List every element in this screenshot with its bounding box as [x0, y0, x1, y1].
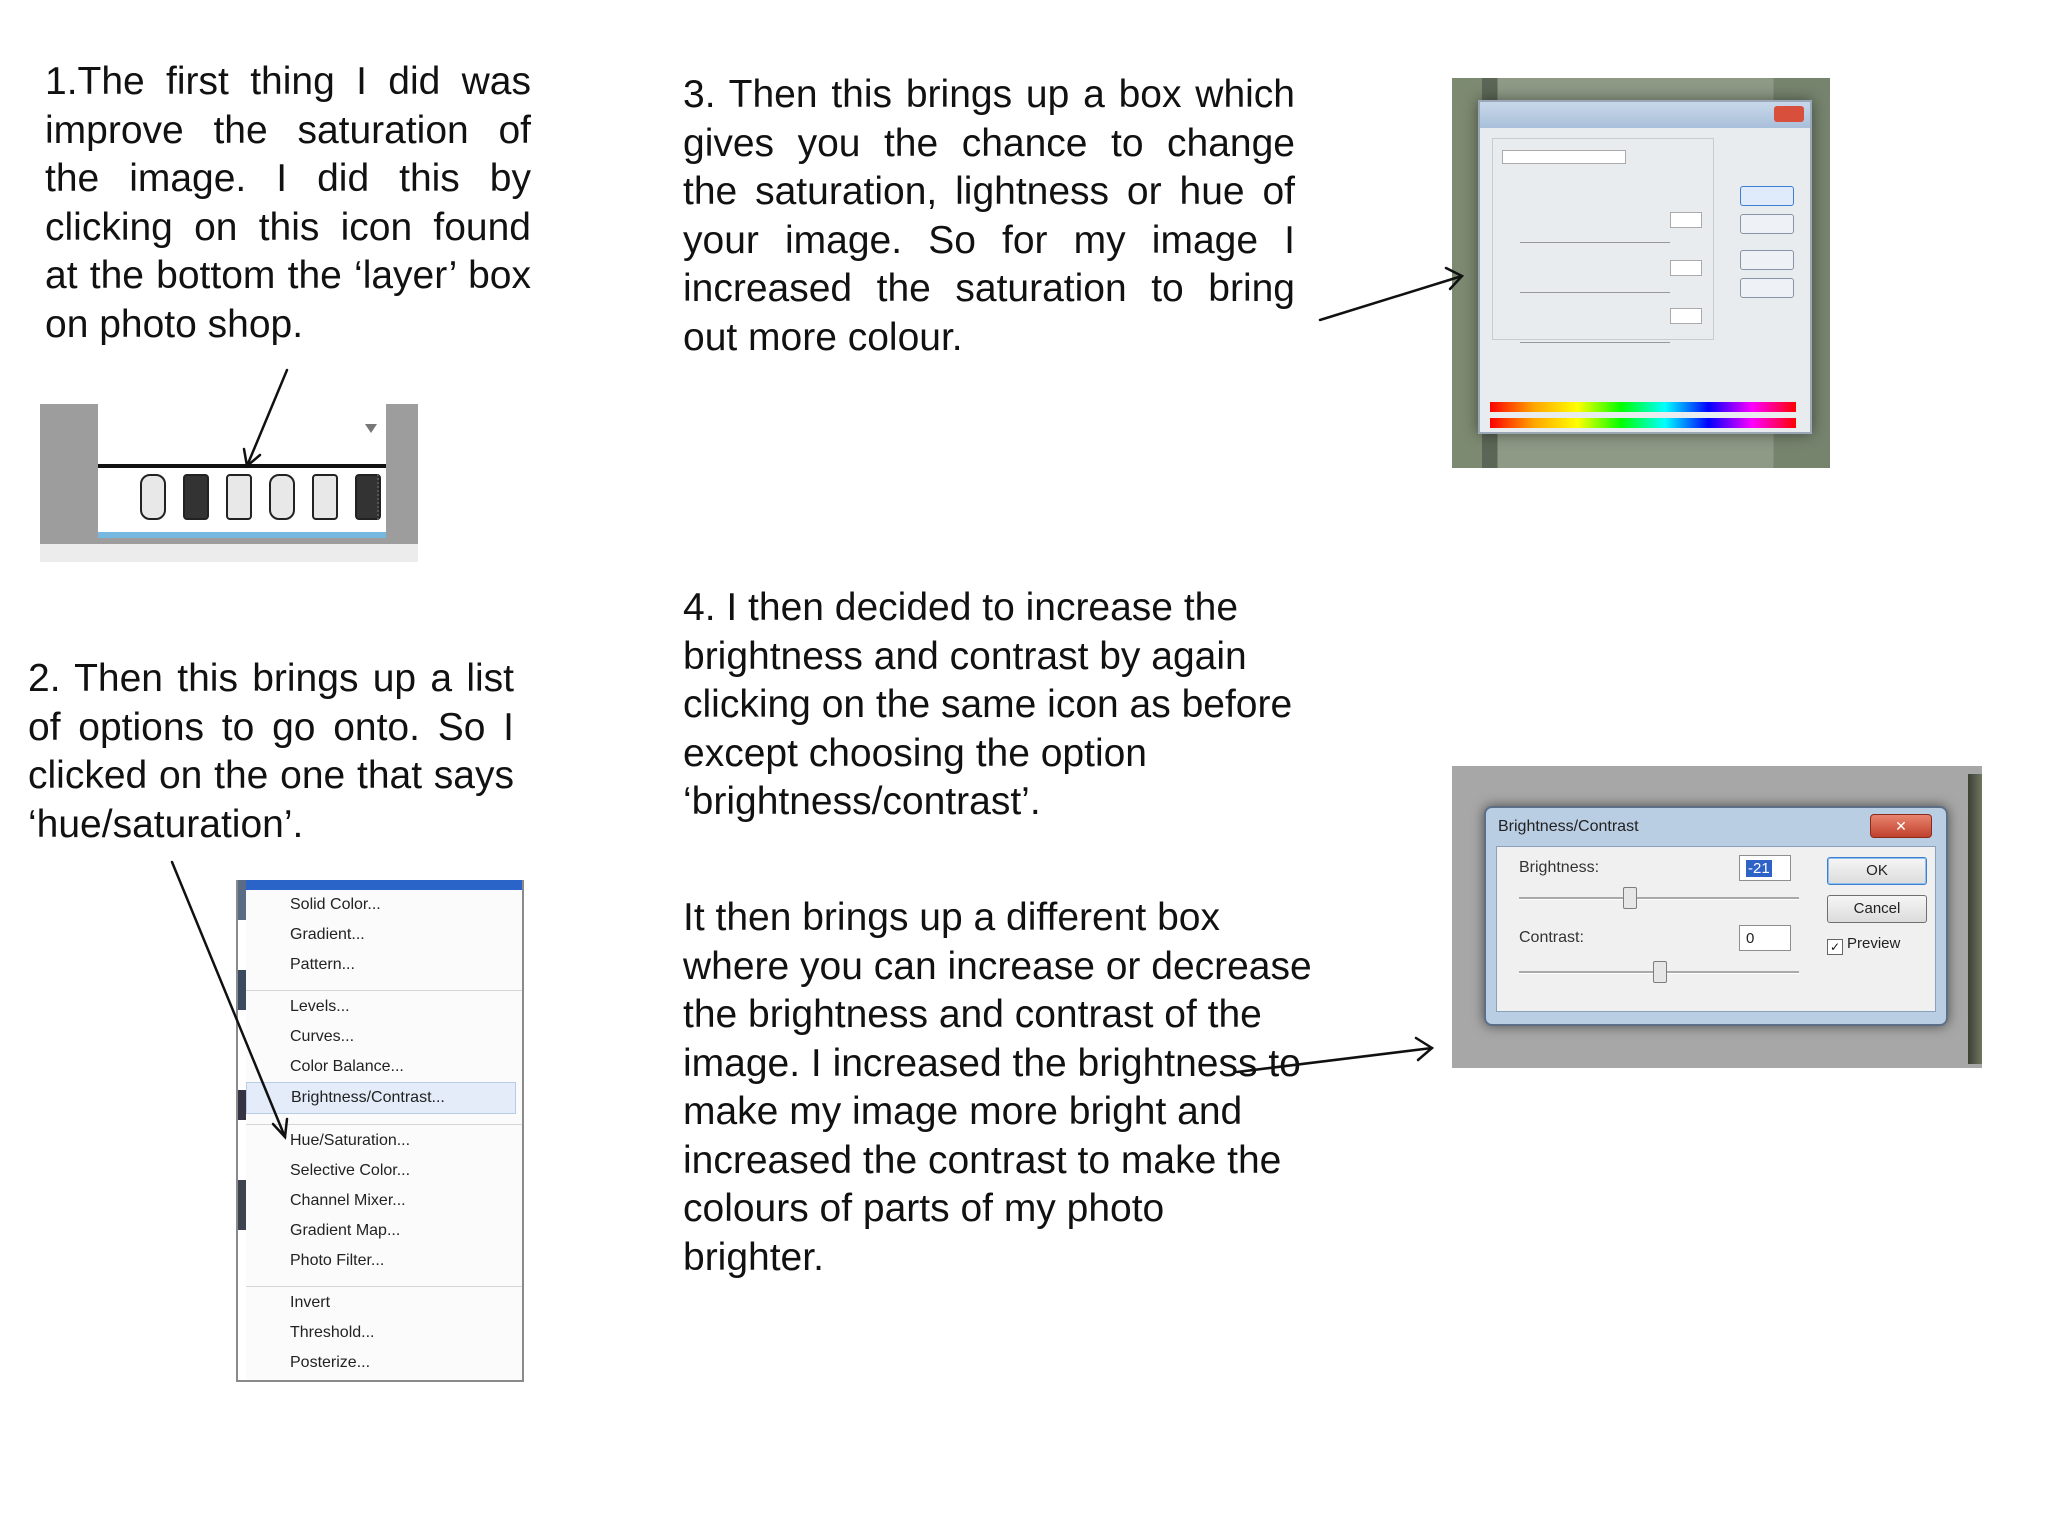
- menu-separator: [246, 1276, 522, 1287]
- panel-resize-grip: [377, 474, 382, 520]
- close-button[interactable]: ✕: [1870, 814, 1932, 838]
- menu-item-solid-color: Solid Color...: [290, 896, 381, 913]
- step-1-body: The first thing I did was improve the saturation of the image. I did this by clicking on this icon found at the bottom the ‘layer’ box on photo shop.: [45, 60, 531, 346]
- hue-spectrum-bar-bottom: [1490, 418, 1796, 428]
- ok-button[interactable]: OK: [1827, 857, 1927, 885]
- dialog-title: Brightness/Contrast: [1498, 818, 1639, 835]
- step-2-text: [28, 655, 514, 849]
- brightness-slider-thumb[interactable]: [1623, 887, 1637, 909]
- lightness-value-field: [1670, 308, 1702, 324]
- adjustment-layer-icon: [269, 474, 295, 520]
- step-4-text: [683, 584, 1323, 827]
- brightness-slider-track[interactable]: [1519, 897, 1799, 900]
- brightness-label: Brightness:: [1519, 859, 1600, 876]
- menu-item-gradient: Gradient...: [290, 926, 365, 943]
- lightness-slider-track: [1520, 342, 1670, 343]
- brightness-value: -21: [1748, 860, 1770, 877]
- layers-panel-screenshot: [40, 404, 418, 562]
- contrast-slider-thumb[interactable]: [1653, 961, 1667, 983]
- new-group-icon: [312, 474, 338, 520]
- hue-save-button: [1740, 278, 1794, 298]
- hue-cancel-button: [1740, 214, 1794, 234]
- step-4-number: 4.: [683, 586, 716, 629]
- menu-item-posterize: Posterize...: [290, 1354, 371, 1371]
- step-2-number: 2.: [28, 657, 61, 700]
- menu-item-color-balance: Color Balance...: [290, 1058, 404, 1075]
- hue-slider-track: [1520, 242, 1670, 243]
- cancel-button[interactable]: Cancel: [1827, 895, 1927, 923]
- menu-item-gradient-map: Gradient Map...: [290, 1222, 401, 1239]
- add-mask-icon: [226, 474, 252, 520]
- link-icon: [140, 474, 166, 520]
- layers-panel-divider: [98, 464, 386, 468]
- brightness-contrast-dialog-screenshot: [1452, 766, 1982, 1068]
- menu-left-strip: [238, 880, 246, 1380]
- menu-top-bar: [238, 880, 522, 890]
- hue-load-button: [1740, 250, 1794, 270]
- add-layer-style-icon: [183, 474, 209, 520]
- hue-spectrum-bar-top: [1490, 402, 1796, 412]
- brightness-contrast-dialog: [1484, 806, 1948, 1026]
- hue-saturation-dialog: [1478, 100, 1812, 434]
- close-icon: [1774, 106, 1804, 122]
- contrast-input[interactable]: 0: [1739, 925, 1791, 951]
- menu-item-brightness-contrast: Brightness/Contrast...: [246, 1082, 516, 1114]
- brightness-input[interactable]: [1739, 855, 1791, 881]
- menu-item-pattern: Pattern...: [290, 956, 355, 973]
- step-1-number: 1.: [45, 60, 78, 103]
- adjustment-menu: [246, 890, 522, 1378]
- hue-saturation-dialog-screenshot: [1452, 78, 1830, 468]
- step-3-number: 3.: [683, 73, 716, 116]
- step-3-text: [683, 71, 1295, 362]
- preview-label: Preview: [1847, 935, 1901, 952]
- step-1-text: [45, 58, 531, 349]
- step-4-followup-text: It then brings up a different box where you can increase or decrease the brightness and contrast of the image. I increased the brightness to make my image more bright and increased the contrast to make the colours of parts of my photo brighter.: [683, 896, 1312, 1279]
- photo-edge: [1968, 774, 1982, 1064]
- dialog-body: [1496, 846, 1936, 1012]
- saturation-slider-track: [1520, 292, 1670, 293]
- layers-panel-icon-row: [140, 474, 381, 520]
- step-4-body: I then decided to increase the brightness and contrast by again clicking on the same icon as before except choosing the option ‘brightness/contrast’.: [683, 586, 1293, 823]
- arrow-step-3: [1320, 268, 1462, 320]
- menu-separator: [246, 1114, 522, 1125]
- step-3-body: Then this brings up a box which gives you the chance to change the saturation, lightness or hue of your image. So for my image I increased the saturation to bring out more colour.: [683, 73, 1295, 359]
- menu-item-channel-mixer: Channel Mixer...: [290, 1192, 406, 1209]
- menu-item-invert: Invert: [290, 1294, 331, 1311]
- hue-ok-button: [1740, 186, 1794, 206]
- dialog-title-bar: [1480, 102, 1810, 128]
- preview-checkbox[interactable]: ✓: [1827, 939, 1843, 955]
- menu-item-selective-color: Selective Color...: [290, 1162, 411, 1179]
- menu-item-threshold: Threshold...: [290, 1324, 375, 1341]
- menu-item-hue-saturation: Hue/Saturation...: [290, 1132, 411, 1149]
- scroll-down-icon: [365, 424, 377, 433]
- menu-separator: [246, 980, 522, 991]
- contrast-label: Contrast:: [1519, 929, 1584, 946]
- saturation-value-field: [1670, 260, 1702, 276]
- hue-value-field: [1670, 212, 1702, 228]
- menu-item-curves: Curves...: [290, 1028, 355, 1045]
- adjustment-menu-screenshot: [236, 880, 524, 1382]
- menu-item-photo-filter: Photo Filter...: [290, 1252, 385, 1269]
- layers-panel-bottom-band: [40, 544, 418, 562]
- edit-dropdown: [1502, 150, 1626, 164]
- step-2-body: Then this brings up a list of options to go onto. So I clicked on the one that says ‘hue/saturation’.: [28, 657, 514, 846]
- menu-item-levels: Levels...: [290, 998, 350, 1015]
